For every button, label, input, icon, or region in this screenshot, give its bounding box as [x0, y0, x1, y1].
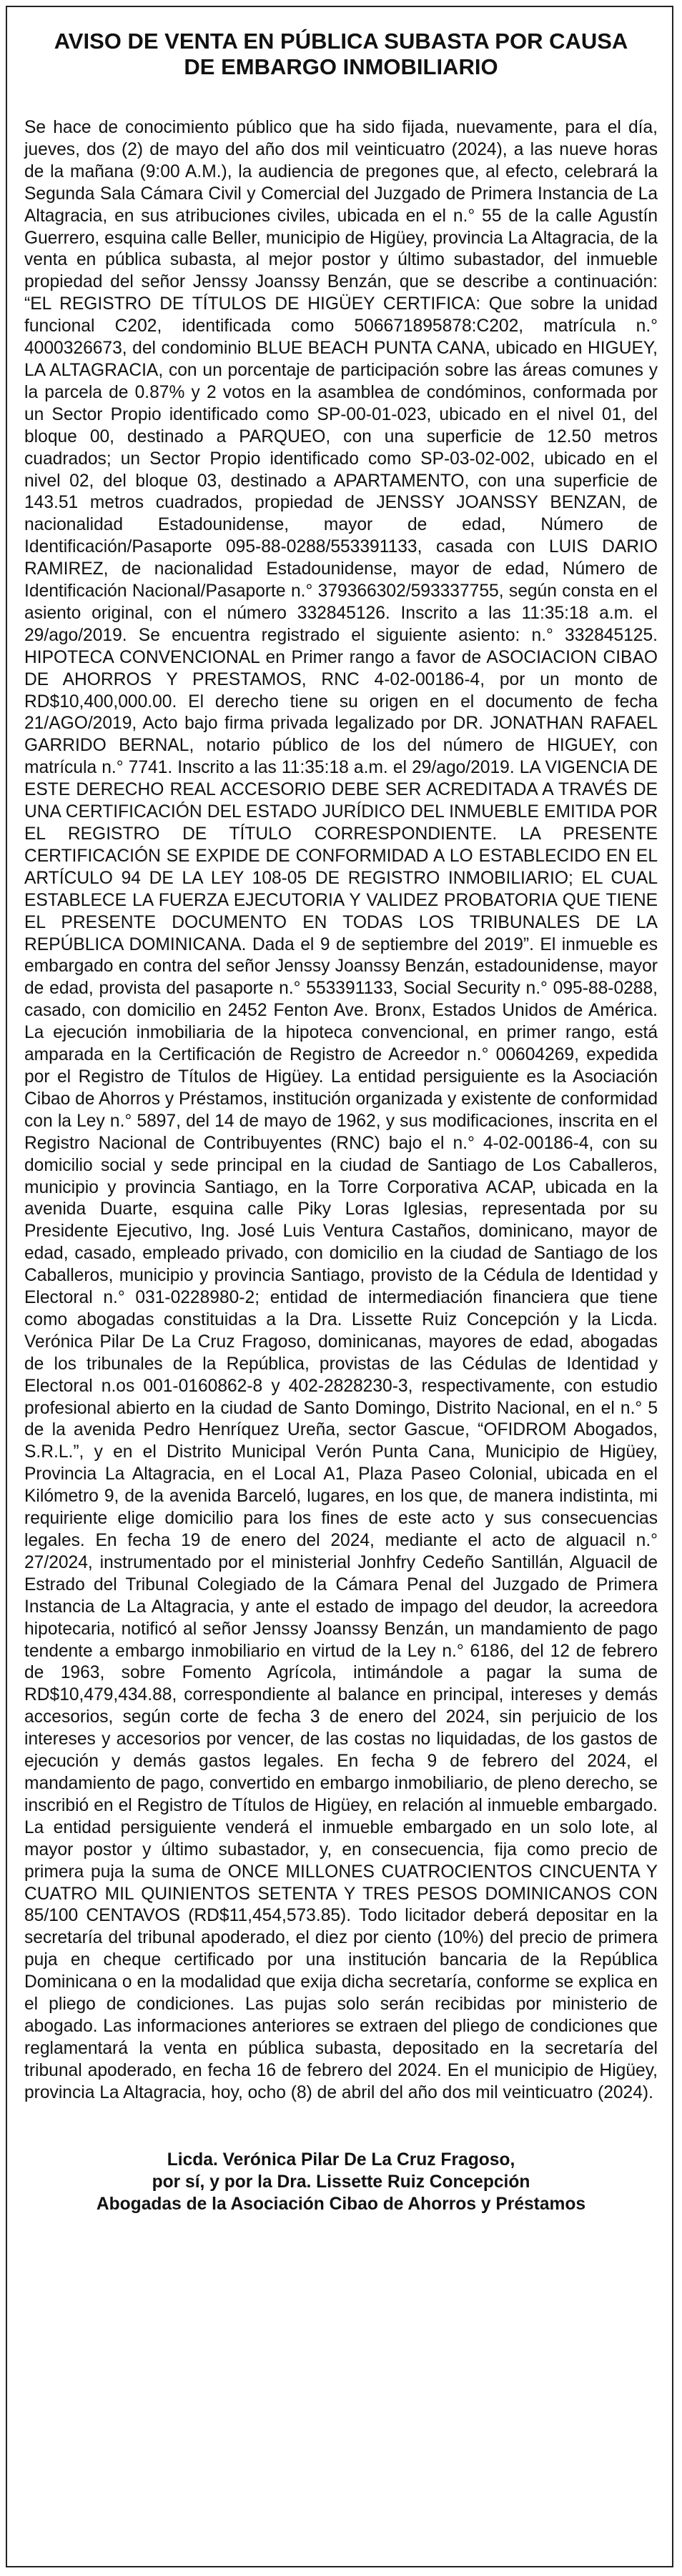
notice-title-line: DE EMBARGO INMOBILIARIO — [184, 54, 498, 79]
legal-notice — [24, 29, 658, 2215]
notice-body: Se hace de conocimiento público que ha sido fijada, nuevamente, para el día, jueves, dos (2) de mayo del año dos mil veinticuatro (2024), a las nueve horas de la mañana (9:00 A.M.), la audiencia de pregones que, al efecto, celebrará la Segunda Sala Cámara Civil y Comercial del Juzgado de Primera Instancia de La Altagracia, en sus atribuciones civiles, ubicada en el n.° 55 de la calle Agustín Guerrero, esquina calle Beller, municipio de Higüey, provincia La Altagracia, de la venta en pública subasta, al mejor postor y último subastador, del inmueble propiedad del señor Jenssy Joanssy Benzán, que se describe a continuación: “EL REGISTRO DE TÍTULOS DE HIGÜEY CERTIFICA: Que sobre la unidad funcional C202, identificada como 506671895878:C202, matrícula n.° 4000326673, del condominio BLUE BEACH PUNTA CANA, ubicado en HIGUEY, LA ALTAGRACIA, con un porcentaje de participación sobre las áreas comunes y la parcela de 0.87% y 2 votos en la asamblea de condóminos, conformada por un Sector Propio identificado como SP-00-01-023, ubicado en el nivel 01, del bloque 00, destinado a PARQUEO, con una superficie de 12.50 metros cuadrados; un Sector Propio identificado como SP-03-02-002, ubicado en el nivel 02, del bloque 03, destinado a APARTAMENTO, con una superficie de 143.51 metros cuadrados, propiedad de JENSSY JOANSSY BENZAN, de nacionalidad Estadounidense, mayor de edad, Número de Identificación/Pasaporte 095-88-0288/553391133, casada con LUIS DARIO RAMIREZ, de nacionalidad Estadounidense, mayor de edad, Número de Identificación Nacional/Pasaporte n.° 379366302/593337755, según consta en el asiento original, con el número 332845126. Inscrito a las 11:35:18 a.m. el 29/ago/2019. Se encuentra registrado el siguiente asiento: n.° 332845125. HIPOTECA CONVENCIONAL en Primer rango a favor de ASOCIACION CIBAO DE AHORROS Y PRESTAMOS, RNC 4-02-00186-4, por un monto de RD$10,400,000.00. El derecho tiene su origen en el documento de fecha 21/AGO/2019, Acto bajo firma privada legalizado por DR. JONATHAN RAFAEL GARRIDO BERNAL, notario público de los del número de HIGUEY, con matrícula n.° 7741. Inscrito a las 11:35:18 a.m. el 29/ago/2019. LA VIGENCIA DE ESTE DERECHO REAL ACCESORIO DEBE SER ACREDITADA A TRAVÉS DE UNA CERTIFICACIÓN DEL ESTADO JURÍDICO DEL INMUEBLE EMITIDA POR EL REGISTRO DE TÍTULO CORRESPONDIENTE. LA PRESENTE CERTIFICACIÓN SE EXPIDE DE CONFORMIDAD A LO ESTABLECIDO EN EL ARTÍCULO 94 DE LA LEY 108-05 DE REGISTRO INMOBILIARIO; EL CUAL ESTABLECE LA FUERZA EJECUTORIA Y VALIDEZ PROBATORIA QUE TIENE EL PRESENTE DOCUMENTO EN TODAS LOS TRIBUNALES DE LA REPÚBLICA DOMINICANA. Dada el 9 de septiembre del 2019”. El inmueble es embargado en contra del señor Jenssy Joanssy Benzán, estadounidense, mayor de edad, provista del pasaporte n.° 553391133, Social Security n.° 095-88-0288, casado, con domicilio en 2452 Fenton Ave. Bronx, Estados Unidos de América. La ejecución inmobiliaria de la hipoteca convencional, en primer rango, está amparada en la Certificación de Registro de Acreedor n.° 00604269, expedida por el Registro de Títulos de Higüey. La entidad persiguiente es la Asociación Cibao de Ahorros y Préstamos, institución organizada y existente de conformidad con la Ley n.° 5897, del 14 de mayo de 1962, y sus modificaciones, inscrita en el Registro Nacional de Contribuyentes (RNC) bajo el n.° 4-02-00186-4, con su domicilio social y sede principal en la ciudad de Santiago de Los Caballeros, municipio y provincia Santiago, en la Torre Corporativa ACAP, ubicada en la avenida Duarte, esquina calle Piky Loras Iglesias, representada por su Presidente Ejecutivo, Ing. José Luis Ventura Castaños, dominicano, mayor de edad, casado, empleado privado, con domicilio en la ciudad de Santiago de los Caballeros, municipio y provincia Santiago, provisto de la Cédula de Identidad y Electoral n.° 031-0228980-2; entidad de intermediación financiera que tiene como abogadas constituidas a la Dra. Lissette Ruiz Concepción y la Licda. Verónica Pilar De La Cruz Fragoso, dominicanas, mayores de edad, abogadas de los tribunales de la República, provistas de las Cédulas de Identidad y Electoral n.os 001-0160862-8 y 402-2828230-3, respectivamente, con estudio profesional abierto en la ciudad de Santo Domingo, Distrito Nacional, en el n.° 5 de la avenida Pedro Henríquez Ureña, sector Gascue, “OFIDROM Abogados, S.R.L.”, y en el Distrito Municipal Verón Punta Cana, Municipio de Higüey, Provincia La Altagracia, en el Local A1, Plaza Paseo Colonial, ubicada en el Kilómetro 9, de la avenida Barceló, lugares, en los que, de manera indistinta, mi requiriente elige domicilio para los fines de este acto y sus consecuencias legales. En fecha 19 de enero del 2024, mediante el acto de alguacil n.° 27/2024, instrumentado por el ministerial Jonhfry Cedeño Santillán, Alguacil de Estrado del Tribunal Colegiado de la Cámara Penal del Juzgado de Primera Instancia de La Altagracia, y ante el estado de impago del deudor, la acreedora hipotecaria, notificó al señor Jenssy Joanssy Benzán, un mandamiento de pago tendente a embargo inmobiliario en virtud de la Ley n.° 6186, del 12 de febrero de 1963, sobre Fomento Agrícola, intimándole a pagar la suma de RD$10,479,434.88, correspondiente al balance en principal, intereses y demás accesorios, según corte de fecha 3 de enero del 2024, sin perjuicio de los intereses y accesorios por vencer, de las costas no liquidadas, de los gastos de ejecución y demás gastos legales. En fecha 9 de febrero del 2024, el mandamiento de pago, convertido en embargo inmobiliario, de pleno derecho, se inscribió en el Registro de Títulos de Higüey, en relación al inmueble embargado. La entidad persiguiente venderá el inmueble embargado en un solo lote, al mayor postor y último subastador, y, en consecuencia, fija como precio de primera puja la suma de ONCE MILLONES CUATROCIENTOS CINCUENTA Y CUATRO MIL QUINIENTOS SETENTA Y TRES PESOS DOMINICANOS CON 85/100 CENTAVOS (RD$11,454,573.85). Todo licitador deberá depositar en la secretaría del tribunal apoderado, el diez por ciento (10%) del precio de primera puja en cheque certificado por una institución bancaria de la República Dominicana o en la modalidad que exija dicha secretaría, conforme se explica en el pliego de condiciones. Las pujas solo serán recibidas por ministerio de abogado. Las informaciones anteriores se extraen del pliego de condiciones que reglamentará la venta en pública subasta, depositado en la secretaría del tribunal apoderado, en fecha 16 de febrero del 2024. En el municipio de Higüey, provincia La Altagracia, hoy, ocho (8) de abril del año dos mil veinticuatro (2024). — [24, 118, 658, 2102]
signature-block — [24, 2149, 658, 2215]
signature-line: Abogadas de la Asociación Cibao de Ahorros y Préstamos — [96, 2194, 586, 2214]
notice-title — [24, 29, 658, 80]
signature-line: por sí, y por la Dra. Lissette Ruiz Concepción — [152, 2172, 530, 2192]
notice-title-line: AVISO DE VENTA EN PÚBLICA SUBASTA POR CAUSA — [54, 29, 628, 54]
signature-line: Licda. Verónica Pilar De La Cruz Fragoso, — [167, 2150, 515, 2170]
